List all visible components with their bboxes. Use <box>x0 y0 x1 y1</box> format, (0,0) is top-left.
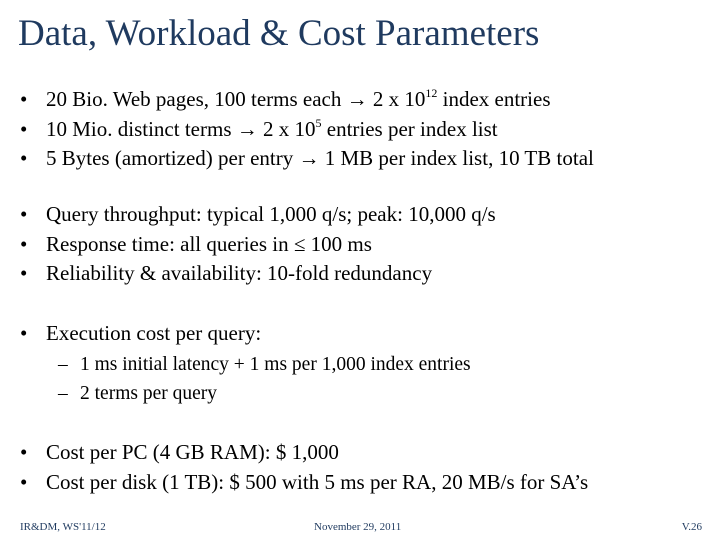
bullet-marker: • <box>20 321 28 345</box>
bullet-item <box>20 200 496 230</box>
bullet-marker: • <box>20 116 28 141</box>
bullet-item <box>20 468 588 498</box>
bullet-item <box>20 144 594 174</box>
bullet-item <box>20 438 588 468</box>
footer-date: November 29, 2011 <box>314 521 402 533</box>
bullet-marker: • <box>20 202 28 226</box>
bullet-item <box>20 115 594 145</box>
bullet-marker: • <box>20 87 28 111</box>
sub-bullet-item <box>20 379 471 408</box>
bullet-group-hardware-cost <box>20 438 588 497</box>
sub-bullet-text: 2 terms per query <box>80 382 217 404</box>
bullet-group-data <box>20 85 594 174</box>
bullet-text: Execution cost per query: <box>46 321 262 345</box>
bullet-text: Cost per disk (1 TB): $ 500 with 5 ms per RA, 20 MB/s for SA’s <box>46 469 589 494</box>
bullet-text: Cost per PC (4 GB RAM): $ 1,000 <box>46 440 339 464</box>
bullet-group-execution-cost <box>20 319 471 408</box>
sub-bullet-text: 1 ms initial latency + 1 ms per 1,000 index entries <box>80 353 471 375</box>
bullet-text: Reliability & availability: 10-fold redundancy <box>46 261 433 285</box>
bullet-group-workload <box>20 200 496 289</box>
bullet-item <box>20 319 471 349</box>
bullet-marker: • <box>20 146 28 170</box>
sub-bullet-marker: – <box>58 382 68 404</box>
bullet-text: 5 Bytes (amortized) per entry → 1 MB per index list, 10 TB total <box>46 146 594 170</box>
bullet-item <box>20 85 594 115</box>
bullet-marker: • <box>20 440 28 464</box>
footer-course: IR&DM, WS'11/12 <box>20 521 106 533</box>
bullet-item <box>20 230 496 260</box>
sub-bullet-marker: – <box>58 353 68 375</box>
bullet-text: Response time: all queries in ≤ 100 ms <box>46 231 372 256</box>
bullet-marker: • <box>20 231 28 256</box>
sub-bullet-item <box>20 350 471 379</box>
bullet-item <box>20 259 496 289</box>
bullet-text: 10 Mio. distinct terms → 2 x $10^5$ entries per index list <box>46 115 498 141</box>
bullet-text: Query throughput: typical 1,000 q/s; peak: 10,000 q/s <box>46 202 496 226</box>
footer-slide-number: V.26 <box>681 521 702 533</box>
slide-title: Data, Workload & Cost Parameters <box>18 13 540 54</box>
bullet-marker: • <box>20 469 28 494</box>
bullet-marker: • <box>20 261 28 285</box>
bullet-text: 20 Bio. Web pages, 100 terms each → 2 x $10^{12}$ index entries <box>46 86 551 111</box>
